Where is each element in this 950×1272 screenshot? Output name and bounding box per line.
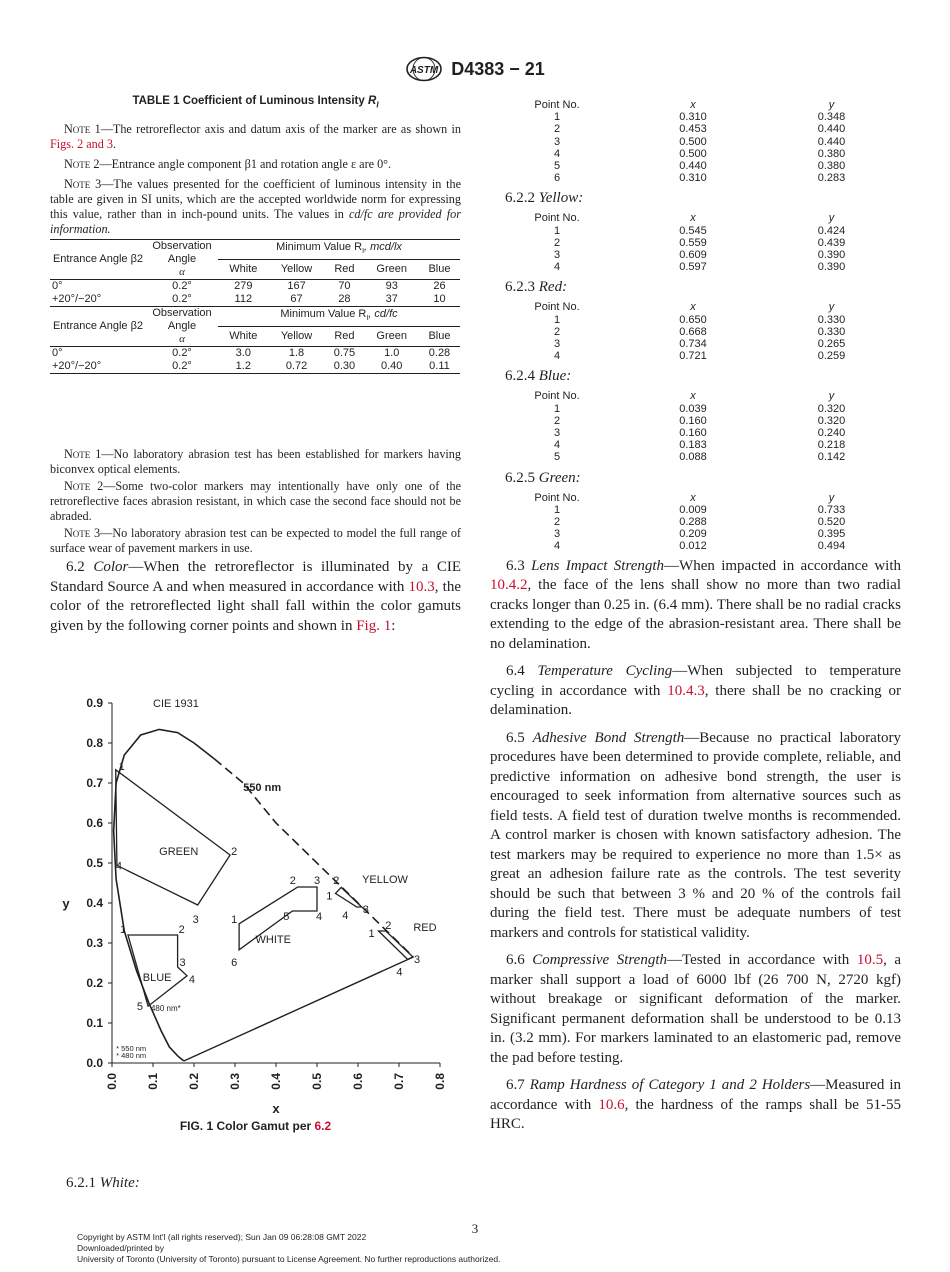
y-tick-label: 0.9: [86, 696, 103, 710]
table1-title-symbol: R: [368, 95, 377, 107]
red-point-number: 4: [396, 966, 403, 979]
purple-line: [184, 957, 414, 1061]
x-tick-label: 0.0: [105, 1073, 119, 1090]
section-6-5: 6.5 Adhesive Bond Strength—Because no practical laboratory procedures have been determined to provide complete, reliable, and predictive information on adhesive bond strength, the user is encouraged to seek information from alternative sources such as field tests. A field test of duration twelve months is recommended. A control marker is chosen with known satisfactory adhesion. The test markers may be required to experience no more than 1.5× as great an adhesion failure rate as the controls. The test severity should be such that between 3 % and 20 % of the controls fail during the field test. There must be adequate numbers of test markers and controls for statistical validity.: [490, 729, 901, 941]
blue-region-label: BLUE: [142, 972, 172, 984]
sections-6-3-to-6-7: [490, 557, 901, 1135]
x-tick-label: 0.4: [269, 1073, 283, 1090]
table-row: 0° 0.2° 279 167 70 93 26: [52, 280, 446, 293]
yellow-point-number: 1: [326, 890, 333, 903]
table-row: 2 0.160 0.320: [553, 414, 846, 427]
yellow-point-number: 4: [342, 910, 349, 922]
y-tick-label: 0.1: [86, 1016, 103, 1030]
table-row: 4 0.500 0.380: [553, 147, 846, 160]
y-tick-label: 0.8: [86, 736, 103, 750]
astm-logo-icon: [405, 56, 443, 82]
white-point-number: 3: [313, 874, 321, 887]
section-6-2-5-heading: 6.2.5 Green:: [505, 469, 581, 486]
table-row: 4 0.012 0.494: [553, 540, 846, 553]
legend-550nm: * 550 nm: [116, 1044, 147, 1053]
table-row: 2 0.288 0.520: [553, 516, 846, 529]
table-row: Point No. x y: [534, 390, 835, 403]
yellow-region-label: YELLOW: [362, 874, 408, 886]
table-row: 2 0.559 0.439: [553, 236, 846, 249]
table-row: 2 0.668 0.330: [553, 325, 846, 338]
blue-point-number: 1: [120, 924, 127, 936]
table1-title: TABLE 1 Coefficient of Luminous Intensity $R_I$: [132, 95, 379, 110]
entrance-angle-header: Entrance Angle β2: [50, 240, 146, 280]
left-column: [50, 95, 461, 374]
link-10-4-3[interactable]: 10.4.3: [667, 682, 705, 699]
table-row: 3 0.209 0.395: [553, 528, 846, 541]
table1-note-2: Note 2—Entrance angle component β1 and rotation angle ε are 0°.: [64, 157, 392, 172]
col-blue: Blue: [419, 260, 460, 280]
table-row: 4 0.183 0.218: [553, 439, 846, 452]
section-6-6: 6.6 Compressive Strength—Tested in accordance with 10.5, a marker shall support a load of 6000 lbf (26 700 N, 2720 kgf) without breakage or significant deformation of the marker. Significant permanent deformation shall be understood to be 0.13 in. (3.2 mm). For markers laminated to an elastomeric pad, remove the pad before testing.: [490, 952, 901, 1066]
blue-point-number: 4: [188, 974, 196, 986]
table-row: 3 0.160 0.240: [553, 427, 846, 440]
table-row: 4 0.721 0.259: [553, 350, 846, 363]
col-green: Green: [364, 260, 418, 280]
figure-1-caption: FIG. 1 Color Gamut per 6.2: [179, 1119, 332, 1133]
table-row: 1 0.310 0.348: [553, 111, 846, 124]
x-tick-label: 0.2: [187, 1073, 201, 1090]
table-row: 0° 0.2° 3.0 1.8 0.75 1.0 0.28: [52, 347, 451, 360]
green-gamut-polygon: [116, 770, 230, 905]
yellow-point-number: 2: [333, 875, 340, 888]
yellow-gamut-polygon: [335, 887, 361, 907]
observation-angle-header-ip: Observation Angle α: [146, 307, 218, 347]
table-row: 5 0.088 0.142: [553, 451, 846, 464]
table-row: 4 0.597 0.390: [553, 261, 846, 274]
figs-2-3-link[interactable]: Figs. 2 and 3: [50, 137, 113, 152]
y-tick-label: 0.3: [86, 936, 103, 950]
min-value-header-si: Minimum Value $R_I$, mcd/lx: [218, 240, 460, 260]
legend-480nm: * 480 nm: [116, 1051, 147, 1061]
red-gamut-polygon: [379, 931, 413, 959]
green-point-number: 4: [115, 860, 123, 873]
right-column: [490, 99, 901, 1135]
section-6-2-1-heading: 6.2.1 White:: [66, 1175, 140, 1191]
y-tick-label: 0.5: [86, 856, 103, 870]
x-tick-label: 0.5: [310, 1073, 324, 1090]
green-points-table: [490, 492, 901, 553]
green-region-label: GREEN: [159, 846, 199, 858]
white-points-table: [490, 99, 901, 184]
point-table: [490, 99, 901, 184]
cie-1931-label: CIE 1931: [153, 698, 199, 710]
blue-point-number: 3: [179, 957, 186, 970]
white-point-number: 4: [315, 910, 323, 923]
yellow-points-table: [490, 212, 901, 273]
page-number: 3: [471, 1221, 479, 1236]
red-point-number: 1: [368, 928, 375, 940]
table-row: 1 0.009 0.733: [553, 503, 846, 516]
section-6-3: 6.3 Lens Impact Strength—When impacted in accordance with 10.4.2, the face of the lens shall show no more than two radial cracks longer than 0.25 in. (6.4 mm). There shall be no radial cracks extending to the edge of the abrasion-resistant area. There shall be no delamination.: [490, 557, 901, 652]
table-row: Point No. x y: [534, 99, 835, 111]
table-row: 2 0.453 0.440: [553, 123, 846, 136]
table-row: 6 0.310 0.283: [553, 172, 846, 185]
label-480nm: 480 nm*: [150, 1004, 181, 1013]
entrance-angle-header-ip: Entrance Angle β2: [50, 307, 146, 347]
point-table: [490, 212, 901, 273]
x-tick-label: 0.7: [392, 1073, 406, 1090]
observation-angle-header: Observation Angle α: [146, 240, 218, 280]
section-6-7: 6.7 Ramp Hardness of Category 1 and 2 Holders—Measured in accordance with 10.6, the hardness of the ramps shall be 51-55 HRC.: [490, 1077, 902, 1133]
section-6-2: 6.2 Color—When the retroreflector is illuminated by a CIE Standard Source A and when measured in accordance with 10.3, the color of the retroreflected light shall fall within the color gamuts given by the following corner points and shown in Fig. 1:: [50, 559, 461, 634]
white-point-number: 5: [283, 910, 290, 923]
table1-note-1: Note 1—The retroreflector axis and datum axis of the marker are as shown in Figs. 2 and 3.: [50, 122, 462, 152]
link-10-6[interactable]: 10.6: [598, 1096, 625, 1113]
table-row: Point No. x y: [534, 301, 835, 314]
table-row: Point No. x y: [534, 212, 835, 225]
svg-text:ASTM: ASTM: [410, 65, 439, 76]
y-tick-label: 0.2: [86, 976, 103, 990]
white-point-number: 6: [231, 956, 238, 969]
red-point-number: 3: [413, 954, 421, 966]
section-6-4: 6.4 Temperature Cycling—When subjected to temperature cycling in accordance with 10.4.3, there shall be no cracking or delamination.: [490, 663, 901, 719]
link-10-5[interactable]: 10.5: [856, 952, 884, 969]
x-tick-label: 0.6: [351, 1073, 365, 1090]
col-white: White: [218, 260, 269, 280]
green-point-number: 2: [231, 846, 238, 858]
table-row: 5 0.440 0.380: [553, 160, 846, 173]
white-point-number: 2: [289, 874, 296, 887]
col-red: Red: [324, 260, 364, 280]
point-table: [490, 301, 901, 362]
table1: Entrance Angle β2 Observation Angle α Minimum Value $R_I$, mcd/lx White Yellow Red Green Blue 0° 0.2° 279 167 70 93 26 +20°/−20° 0.2° 112 67 28 37 10 Entrance Angle β2 Observation Angle α Minimum Value $R_I$, cd/fc White Yellow Red Green Blue 0° 0.2° 3.0 1.8 0.75 1.0 0.28 +20°/−20° 0.2° 1.2 0.72 0.30 0.40 0.11: [50, 239, 460, 374]
abrasion-note-2: Note 2—Some two-color markers may intentionally have only one of the retroreflective faces abrasion resistant, in which case the second face should not be abraded.: [50, 479, 461, 523]
green-point-number: 3: [192, 914, 199, 926]
table-row: 3 0.500 0.440: [553, 135, 846, 148]
white-region-label: WHITE: [255, 934, 291, 946]
table-row: Point No. x y: [534, 491, 835, 504]
table-row: +20°/−20° 0.2° 1.2 0.72 0.30 0.40 0.11: [50, 360, 460, 374]
blue-point-number: 2: [178, 924, 185, 936]
link-6-2[interactable]: 6.2: [314, 1119, 332, 1133]
section-6-2-3-heading: 6.2.3 Red:: [505, 279, 568, 296]
page-header: [0, 56, 950, 82]
x-tick-label: 0.1: [146, 1073, 160, 1090]
table-row: 3 0.609 0.390: [553, 249, 846, 262]
x-tick-label: 0.8: [433, 1073, 447, 1090]
red-points-table: [490, 301, 901, 362]
y-tick-label: 0.6: [86, 816, 103, 830]
y-tick-label: 0.0: [86, 1056, 103, 1070]
red-region-label: RED: [413, 922, 437, 934]
green-point-number: 1: [118, 760, 125, 773]
point-table: [490, 492, 901, 553]
table-row: 1 0.650 0.330: [553, 313, 846, 326]
table1-note-3: Note 3—The values presented for the coefficient of luminous intensity in the table are given in SI units, which are the accepted worldwide norm for expressing this value, rather than in inch-pound units. The values in cd/fc are provided for information.: [50, 177, 462, 237]
y-tick-label: 0.4: [86, 896, 103, 910]
abrasion-note-3: Note 3—No laboratory abrasion test can be expected to model the full range of surface wear of pavement markers in use.: [50, 526, 461, 555]
point-table: [490, 390, 901, 463]
section-6-2-4-heading: 6.2.4 Blue:: [505, 368, 572, 385]
abrasion-note-1: Note 1—No laboratory abrasion test has been established for markers having biconvex optical elements.: [50, 447, 461, 476]
col-yellow: Yellow: [269, 260, 325, 280]
figure-1-color-gamut: [55, 690, 455, 1120]
label-550nm: 550 nm: [243, 782, 282, 794]
blue-point-number: 5: [136, 1001, 143, 1014]
abrasion-notes: [50, 447, 461, 556]
link-10-3[interactable]: 10.3: [408, 578, 435, 595]
table-row: 1 0.545 0.424: [553, 224, 846, 237]
table-row: +20°/−20° 0.2° 112 67 28 37 10: [50, 293, 460, 307]
document-id: D4383 − 21: [451, 58, 545, 79]
x-tick-label: 0.3: [228, 1073, 242, 1090]
link-10-4-2[interactable]: 10.4.2: [490, 577, 528, 594]
y-tick-label: 0.7: [86, 776, 103, 790]
red-point-number: 2: [385, 920, 392, 932]
y-axis-label: y: [62, 896, 70, 911]
min-value-header-ip: Minimum Value $R_I$, cd/fc: [218, 307, 460, 327]
table-row: 3 0.734 0.265: [553, 338, 846, 351]
yellow-point-number: 3: [362, 904, 369, 916]
section-6-2-2-heading: 6.2.2 Yellow:: [505, 190, 584, 207]
blue-points-table: [490, 390, 901, 463]
link-fig-1[interactable]: Fig. 1: [356, 617, 392, 634]
copyright-footer: Copyright by ASTM Int'l (all rights reserved); Sun Jan 09 06:28:08 GMT 2022 Downloaded/printed by University of Toronto (University of Toronto) pursuant to License Agreement. No further reproductions authorized.: [77, 1232, 501, 1264]
table-row: 1 0.039 0.320: [553, 402, 846, 415]
white-point-number: 1: [231, 914, 238, 926]
x-axis-label: x: [272, 1101, 280, 1116]
